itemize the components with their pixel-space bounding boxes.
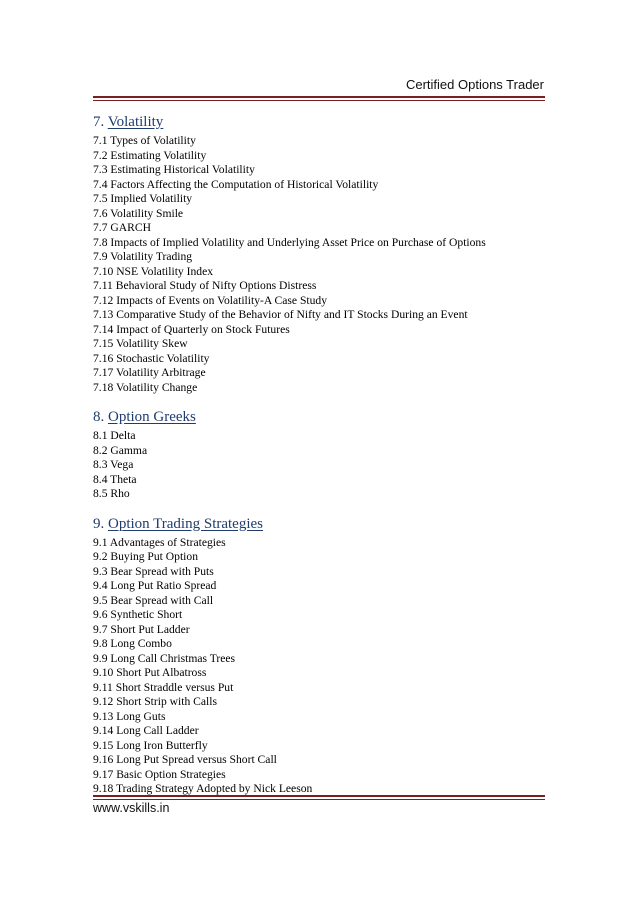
table-of-contents — [93, 112, 545, 797]
list-item: 9.4 Long Put Ratio Spread — [93, 579, 217, 592]
list-item: 8.2 Gamma — [93, 443, 148, 457]
list-item: 8.1 Delta — [93, 429, 136, 442]
list-item: 9.18 Trading Strategy Adopted by Nick Leeson — [93, 782, 313, 795]
list-item: 7.6 Volatility Smile — [93, 206, 184, 220]
list-item: 7.18 Volatility Change — [93, 380, 198, 394]
list-item: 7.4 Factors Affecting the Computation of Historical Volatility — [93, 177, 379, 191]
section-item-list — [93, 134, 545, 395]
list-item: 7.13 Comparative Study of the Behavior of Nifty and IT Stocks During an Event — [93, 308, 468, 321]
section-item-list — [93, 536, 545, 797]
list-item: 9.11 Short Straddle versus Put — [93, 680, 234, 694]
section-number: 8. — [93, 409, 105, 425]
header-title: Certified Options Trader — [405, 77, 544, 92]
list-item: 9.12 Short Strip with Calls — [93, 695, 217, 708]
list-item: 9.10 Short Put Albatross — [93, 666, 207, 679]
list-item: 7.9 Volatility Trading — [93, 250, 193, 263]
list-item: 7.2 Estimating Volatility — [93, 148, 207, 162]
section-volatility — [93, 112, 545, 395]
list-item: 9.15 Long Iron Butterfly — [93, 738, 208, 752]
list-item: 7.17 Volatility Arbitrage — [93, 366, 206, 379]
list-item: 9.9 Long Call Christmas Trees — [93, 651, 236, 665]
section-heading — [93, 112, 545, 132]
section-option-greeks — [93, 407, 545, 502]
list-item: 9.2 Buying Put Option — [93, 550, 199, 563]
list-item: 7.1 Types of Volatility — [93, 134, 196, 147]
header-rule-thick — [93, 96, 545, 98]
footer-rule-thin — [93, 799, 545, 800]
list-item: 8.5 Rho — [93, 487, 130, 500]
list-item: 9.1 Advantages of Strategies — [93, 535, 226, 549]
list-item: 7.16 Stochastic Volatility — [93, 351, 210, 365]
list-item: 7.11 Behavioral Study of Nifty Options Distress — [93, 279, 317, 292]
list-item: 8.3 Vega — [93, 458, 134, 471]
footer-rule-thick — [93, 795, 545, 797]
list-item: 7.12 Impacts of Events on Volatility-A Case Study — [93, 293, 328, 307]
list-item: 7.5 Implied Volatility — [93, 192, 193, 205]
list-item: 7.15 Volatility Skew — [93, 337, 188, 350]
list-item: 9.14 Long Call Ladder — [93, 724, 199, 737]
section-title: Option Greeks — [108, 409, 196, 425]
list-item: 7.10 NSE Volatility Index — [93, 264, 214, 278]
list-item: 9.5 Bear Spread with Call — [93, 593, 214, 607]
list-item: 9.3 Bear Spread with Puts — [93, 564, 214, 578]
list-item: 7.14 Impact of Quarterly on Stock Futures — [93, 322, 290, 336]
list-item: 9.8 Long Combo — [93, 637, 172, 650]
section-title: Volatility — [107, 114, 164, 130]
list-item: 9.6 Synthetic Short — [93, 608, 183, 621]
list-item: 7.3 Estimating Historical Volatility — [93, 163, 255, 176]
footer-url: www.vskills.in — [93, 801, 170, 815]
section-option-trading-strategies — [93, 514, 545, 797]
header-rule-thin — [93, 100, 545, 101]
list-item: 9.13 Long Guts — [93, 709, 166, 723]
section-heading — [93, 407, 545, 427]
section-heading — [93, 514, 545, 534]
section-title: Option Trading Strategies — [108, 515, 264, 532]
section-number: 7. — [93, 114, 105, 130]
list-item: 9.7 Short Put Ladder — [93, 622, 190, 636]
section-item-list — [93, 429, 545, 502]
list-item: 7.7 GARCH — [93, 221, 151, 234]
list-item: 8.4 Theta — [93, 472, 137, 486]
section-number: 9. — [93, 515, 105, 532]
list-item: 9.17 Basic Option Strategies — [93, 767, 226, 781]
list-item: 9.16 Long Put Spread versus Short Call — [93, 753, 277, 766]
list-item: 7.8 Impacts of Implied Volatility and Underlying Asset Price on Purchase of Options — [93, 235, 486, 249]
